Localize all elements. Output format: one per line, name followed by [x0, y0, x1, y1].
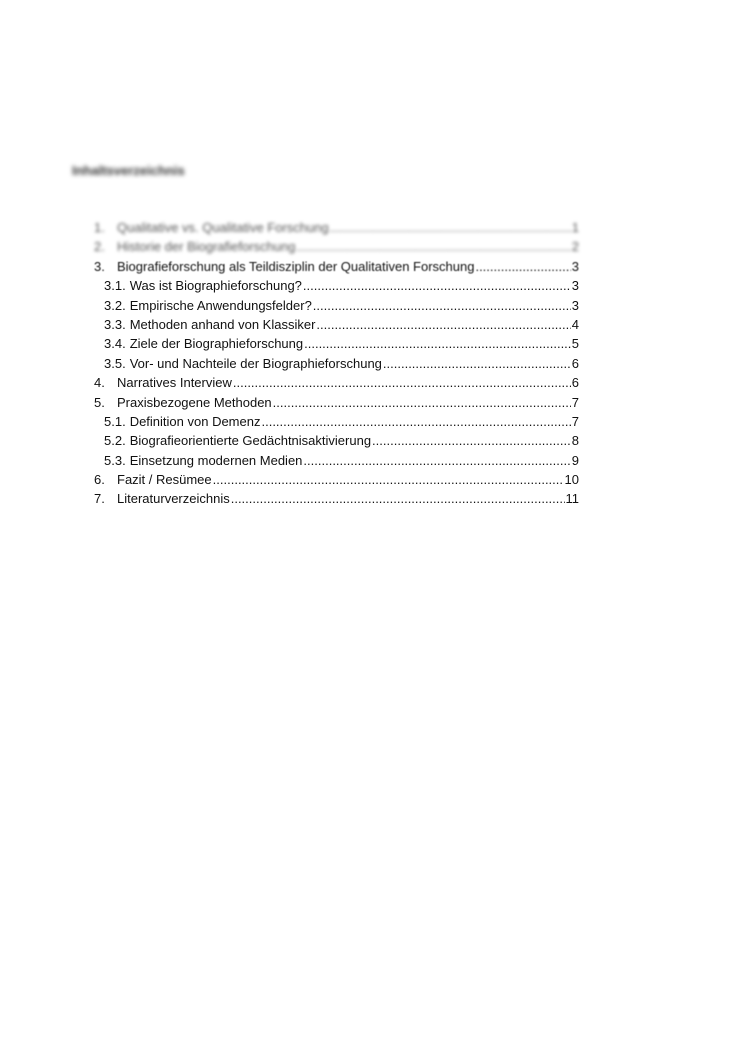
- toc-entry-number: 6.: [94, 472, 105, 488]
- toc-entry-title: Historie der Biografieforschung: [117, 239, 296, 255]
- toc-entry-page: 3: [571, 258, 579, 274]
- toc-leader-dots: [313, 296, 571, 315]
- toc-entry[interactable]: [94, 218, 581, 237]
- toc-leader-dots: [330, 218, 571, 237]
- toc-leader-dots: [231, 489, 565, 508]
- toc-entry[interactable]: [94, 354, 581, 373]
- toc-entry-page: 7: [571, 413, 579, 429]
- toc-entry-title: Methoden anhand von Klassiker: [129, 316, 316, 332]
- toc-entry[interactable]: [94, 257, 581, 276]
- toc-leader-dots: [303, 276, 571, 295]
- toc-entry-number: 5.3.: [104, 452, 126, 468]
- toc-leader-dots: [303, 451, 570, 470]
- toc-entry[interactable]: [94, 315, 581, 334]
- toc-entry-title: Fazit / Resümee: [117, 472, 212, 488]
- toc-entry-title: Narratives Interview: [117, 375, 232, 391]
- toc-entry[interactable]: [94, 451, 581, 470]
- toc-entry-title: Biografieorientierte Gedächtnisaktivierung: [129, 433, 372, 449]
- toc-entry[interactable]: [94, 276, 581, 295]
- toc-entry-number: 3.1.: [104, 278, 126, 294]
- toc-entry-title: Was ist Biographieforschung?: [129, 278, 302, 294]
- toc-entry[interactable]: [94, 334, 581, 353]
- toc-entry[interactable]: [94, 237, 581, 256]
- toc-entry[interactable]: [94, 470, 581, 489]
- toc-entry-page: 8: [571, 433, 579, 449]
- toc-entry-page: 5: [571, 336, 579, 352]
- toc-heading: Inhaltsverzeichnis: [72, 163, 185, 178]
- toc-leader-dots: [316, 315, 570, 334]
- toc-entry-page: 3: [571, 278, 579, 294]
- toc-entry-number: 3.5.: [104, 355, 126, 371]
- toc-entry-number: 2.: [94, 239, 105, 255]
- toc-leader-dots: [304, 334, 571, 353]
- toc-entry-number: 3.3.: [104, 316, 126, 332]
- toc-leader-dots: [213, 470, 564, 489]
- toc-leader-dots: [233, 373, 571, 392]
- toc-entry-title: Literaturverzeichnis: [117, 491, 230, 507]
- toc-entry-page: 1: [571, 220, 579, 235]
- toc-entry-title: Vor- und Nachteile der Biographieforschung: [129, 355, 382, 371]
- toc-entry[interactable]: [94, 489, 581, 508]
- toc-entry-title: Empirische Anwendungsfelder?: [129, 297, 312, 313]
- toc-entry-page: 11: [565, 491, 579, 507]
- toc-entry-number: 5.2.: [104, 433, 126, 449]
- toc-entry-number: 5.: [94, 394, 105, 410]
- toc-entry-page: 10: [564, 472, 579, 488]
- toc-leader-dots: [273, 393, 571, 412]
- toc-entry-number: 3.: [94, 258, 105, 274]
- toc-entry-title: Definition von Demenz: [129, 413, 261, 429]
- toc-entry-number: 5.1.: [104, 413, 126, 429]
- toc-entry[interactable]: [94, 412, 581, 431]
- toc-entry-page: 3: [571, 297, 579, 313]
- toc-entry[interactable]: [94, 373, 581, 392]
- toc-entry-page: 6: [571, 355, 579, 371]
- toc-leader-dots: [372, 431, 571, 450]
- toc-entry[interactable]: [94, 393, 581, 412]
- toc-entry[interactable]: [94, 296, 581, 315]
- toc-entry-page: 6: [571, 375, 579, 391]
- toc-entry-number: 3.2.: [104, 297, 126, 313]
- toc-entry-number: 1.: [94, 220, 105, 235]
- toc-entry-title: Praxisbezogene Methoden: [117, 394, 272, 410]
- toc-entry-title: Biografieforschung als Teildisziplin der Qualitativen Forschung: [117, 258, 475, 274]
- toc-entry-page: 7: [571, 394, 579, 410]
- toc-leader-dots: [296, 237, 570, 256]
- table-of-contents: [94, 218, 581, 509]
- toc-entry-title: Ziele der Biographieforschung: [129, 336, 304, 352]
- toc-entry-page: 4: [571, 316, 579, 332]
- toc-entry-title: Qualitative vs. Qualitative Forschung: [117, 220, 329, 235]
- toc-leader-dots: [475, 257, 570, 276]
- toc-entry-number: 3.4.: [104, 336, 126, 352]
- toc-entry-title: Einsetzung modernen Medien: [129, 452, 303, 468]
- toc-entry-number: 7.: [94, 491, 105, 507]
- toc-entry-page: 2: [571, 239, 579, 255]
- toc-entry[interactable]: [94, 431, 581, 450]
- toc-entry-page: 9: [571, 452, 579, 468]
- toc-leader-dots: [383, 354, 571, 373]
- toc-leader-dots: [261, 412, 570, 431]
- toc-entry-number: 4.: [94, 375, 105, 391]
